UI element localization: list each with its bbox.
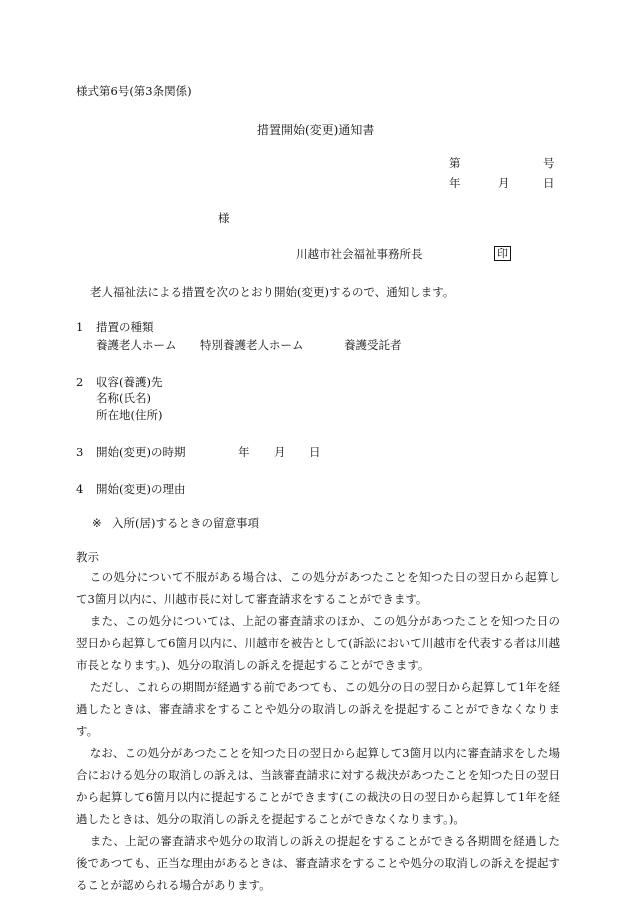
item3-number: 3 — [76, 445, 84, 459]
seal-mark — [494, 246, 511, 261]
item1-option-tokubetsu: 特別養護老人ホーム — [200, 338, 304, 352]
date-day: 日 — [543, 176, 555, 190]
instruction-paragraph: また、上記の審査請求や処分の取消しの訴えの提起をすることができる各期間を経過した後であつても、正当な理由があるときは、審査請求をすることや処分の取消しの訴えを提起することが認められる場合があります。 — [76, 834, 560, 892]
note-mark: ※ — [92, 516, 102, 530]
item4-number: 4 — [76, 482, 84, 496]
item2-number: 2 — [76, 375, 84, 389]
addressee-suffix: 様 — [218, 211, 230, 225]
item1-number: 1 — [76, 320, 84, 334]
form-number: 様式第6号(第3条関係) — [76, 84, 192, 98]
instruction-heading: 教示 — [76, 550, 99, 564]
date-year: 年 — [449, 176, 461, 190]
item2-name-label: 名称(氏名) — [96, 391, 151, 405]
item2-address-label: 所在地(住所) — [96, 408, 163, 422]
doc-number-prefix: 第 — [449, 156, 461, 170]
item1-option-yogo: 養護老人ホーム — [96, 338, 177, 352]
seal-text: 印 — [494, 246, 511, 261]
item3-day: 日 — [309, 445, 321, 459]
intro-text: 老人福祉法による措置を次のとおり開始(変更)するので、通知します。 — [90, 285, 455, 299]
item3-month: 月 — [274, 445, 286, 459]
item3-year: 年 — [238, 445, 250, 459]
date-month: 月 — [498, 176, 510, 190]
doc-number-suffix: 号 — [543, 156, 555, 170]
note-text: 入所(居)するときの留意事項 — [112, 516, 259, 530]
document-title: 措置開始(変更)通知書 — [257, 123, 375, 137]
item3-label: 開始(変更)の時期 — [96, 445, 186, 459]
instruction-paragraph: なお、この処分があつたことを知つた日の翌日から起算して3箇月以内に審査請求をした場合における処分の取消しの訴えは、当該審査請求に対する裁決があつたことを知つた日の翌日から起算して6箇月以内に提起することができます(この裁決の日の翌日から起算して1年を経過したときは、処分の取消しの訴えを提起することができなくなります。)。 — [76, 746, 560, 826]
item1-option-jutakusha: 養護受託者 — [344, 338, 402, 352]
item2-label: 収容(養護)先 — [96, 375, 163, 389]
item1-label: 措置の種類 — [96, 320, 154, 334]
instruction-body — [76, 566, 560, 896]
instruction-paragraph: ただし、これらの期間が経過する前であつても、この処分の日の翌日から起算して1年を経過したときは、審査請求をすることや処分の取消しの訴えを提起することができなくなります。 — [76, 680, 560, 738]
instruction-paragraph: この処分について不服がある場合は、この処分があつたことを知つた日の翌日から起算して3箇月以内に、川越市長に対して審査請求をすることができます。 — [76, 570, 560, 606]
sender-name: 川越市社会福祉事務所長 — [296, 247, 423, 261]
instruction-paragraph: また、この処分については、上記の審査請求のほか、この処分があつたことを知つた日の翌日から起算して6箇月以内に、川越市を被告として(訴訟において川越市を代表する者は川越市長となります。)、処分の取消しの訴えを提起することができます。 — [76, 614, 560, 672]
item4-label: 開始(変更)の理由 — [96, 482, 186, 496]
